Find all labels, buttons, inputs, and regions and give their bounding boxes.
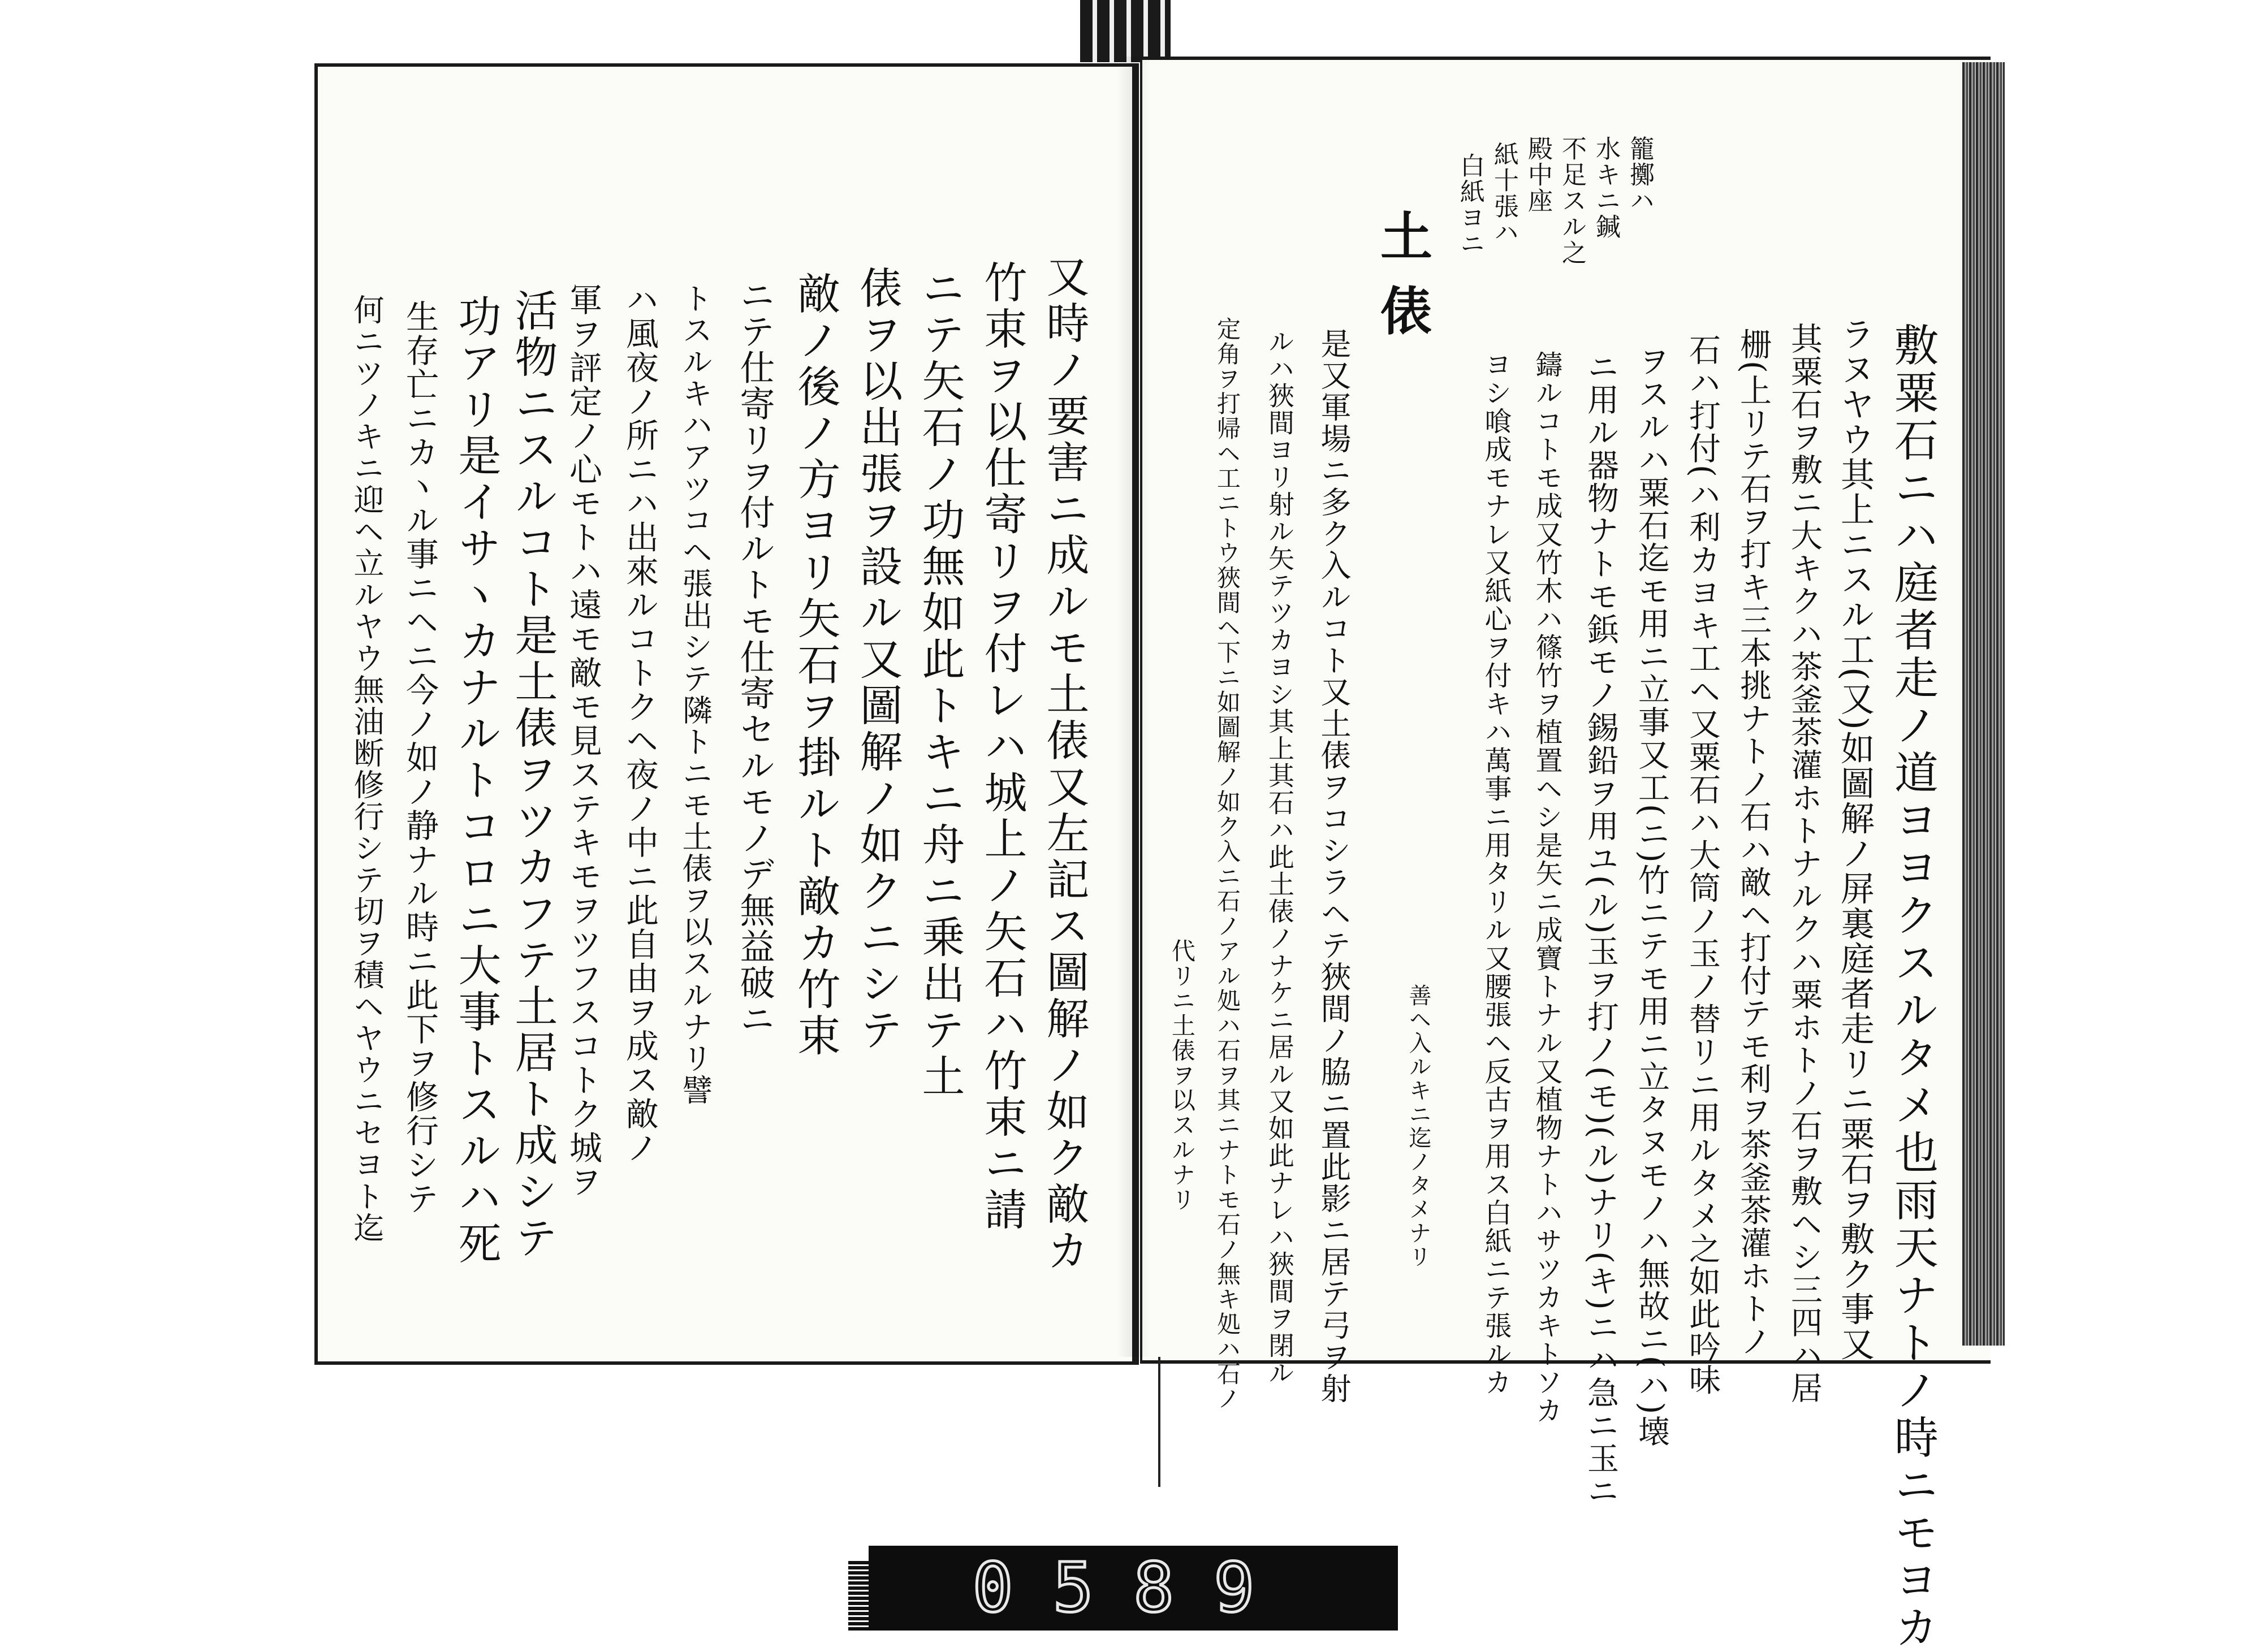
body-text-line: 何ニツノキニ迎ヘ立ルヤウ無油断修行シテ切ヲ積ヘヤウニセヨト迄 xyxy=(349,294,385,1244)
body-text-line: ニテ矢石ノ功無如此トキニ舟ニ乗出テ土 xyxy=(915,266,965,1100)
body-text-line: トスルキハアツコヘ張出シテ隣トニモ土俵ヲ以スルナリ譬 xyxy=(677,283,713,1106)
body-text-line: 是又軍場ニ多ク入ルコト又土俵ヲコシラヘテ狹間ノ脇ニ置此影ニ居テ弓ヲ射 xyxy=(1316,328,1352,1404)
body-text-line: ルハ狹間ヨリ射ル矢テツカヨシ其上其石ハ此土俵ノナケニ居ル又如此ナレハ狹間ヲ閉ル xyxy=(1264,328,1295,1386)
marginal-note-line: 白紙ヨニ xyxy=(1456,153,1484,257)
body-text-line: 敷粟石ニハ庭者走ノ道ヨヨクスルタメ也雨天ナトノ時ニモヨカ xyxy=(1887,322,1938,1652)
section-title: 土俵 xyxy=(1372,209,1433,358)
page-edge xyxy=(1962,62,2005,1346)
book-spine xyxy=(1117,57,1151,1357)
body-text-line: 代リニ土俵ヲ以スルナリ xyxy=(1168,939,1196,1212)
body-text-line: 軍ヲ評定ノ心モトハ遠モ敵モ見ステキモヲツフスコトク城ヲ xyxy=(564,283,602,1199)
body-text-line: ニ用ル器物ナトモ鋲モノ錫鉛ヲ用ユ(ル)玉ヲ打ノ(モ)(ル)ナリ(キ)ニハ急ニ玉ニ xyxy=(1582,351,1619,1508)
body-text-line: 敵ノ後ノ方ヨリ矢石ヲ掛ルト敵カ竹束 xyxy=(791,271,841,1059)
body-text-line: 俵ヲ以出張ヲ設ル又圖解ノ如クニシテ xyxy=(853,266,903,1054)
body-text-line: 活物ニスルコト是土俵ヲツカフテ土居ト成シテ xyxy=(508,288,558,1262)
marginal-note-line: 籠擲ハ xyxy=(1625,136,1654,214)
body-text-line: ヨシ喰成モナレ又紙心ヲ付キハ萬事ニ用タリル又腰張ヘ反古ヲ用ス白紙ニテ張ルカ xyxy=(1480,351,1512,1396)
marginal-note-line: 水キニ鍼 xyxy=(1591,136,1620,240)
marginal-note-line: 殿中座 xyxy=(1523,136,1552,214)
body-text-line: ヲスルハ粟石迄モ用ニ立事又工(ニ)竹ニテモ用ニ立タヌモノハ無故ニ(ハ)壊 xyxy=(1633,345,1670,1448)
body-text-line: ラヌヤウ其上ニスル工(又)如圖解ノ屏裏庭者走リニ粟石ヲ敷ク事又 xyxy=(1835,317,1875,1362)
body-text-line: ニテ仕寄リヲ付ルトモ仕寄セルモノデ無益破ニ xyxy=(734,277,775,1037)
stamp-notch xyxy=(848,1560,871,1631)
body-text-line: 又時ノ要害ニ成ルモ土俵又左記ス圖解ノ如ク敵カ xyxy=(1039,254,1090,1274)
body-text-line: 定角ヲ打帰ヘ工ニトウ狹間ヘ下ニ如圖解ノ如ク入ニ石ノアル処ハ石ヲ其ニナトモ石ノ無キ処ハ石ノ xyxy=(1214,317,1241,1411)
body-text-line: 功アリ是イサヽカナルトコロニ大事トスルハ死 xyxy=(451,294,502,1268)
archive-number-stamp xyxy=(869,1546,1398,1631)
gutter-line xyxy=(1158,1357,1160,1487)
body-text-line: ハ風夜ノ所ニハ出來ルコトクヘ夜ノ中ニ此自由ヲ成ス敵ノ xyxy=(620,283,659,1165)
body-text-line: 栅(上リテ石ヲ打キ三本挑ナトノ石ハ敵ヘ打付テモ利ヲ茶釜茶灌ホトノ xyxy=(1735,328,1772,1358)
marginal-note-line: 紙十張ハ xyxy=(1490,141,1518,245)
body-text-line: 鑄ルコトモ成又竹木ハ篠竹ヲ植置ヘシ是矢ニ成寶トナル又植物ナトハサツカキトソカ xyxy=(1531,351,1562,1425)
stamp-number: 0589 xyxy=(972,1549,1294,1628)
body-text-line: 善ヘ入ルキニ迄ノタメナリ xyxy=(1405,984,1431,1269)
body-text-line: 生存亡ニカヽル事ニヘニ今ノ如ノ静ナル時ニ此下ヲ修行シテ xyxy=(400,300,439,1216)
marginal-note-line: 不足スル之 xyxy=(1557,136,1586,266)
body-text-line: 其粟石ヲ敷ニ大キクハ茶釜茶灌ホトナルクハ粟ホトノ石ヲ敷ヘシ三四ハ居 xyxy=(1786,322,1823,1404)
body-text-line: 竹束ヲ以仕寄リヲ付レハ城上ノ矢石ハ竹束ニ請 xyxy=(977,260,1028,1234)
binding-tab xyxy=(1080,0,1171,62)
body-text-line: 石ハ打付(ハ利カヨキ工ヘ又粟石ハ大筒ノ玉ノ替リニ用ルタメ之如此吟味 xyxy=(1684,334,1721,1396)
